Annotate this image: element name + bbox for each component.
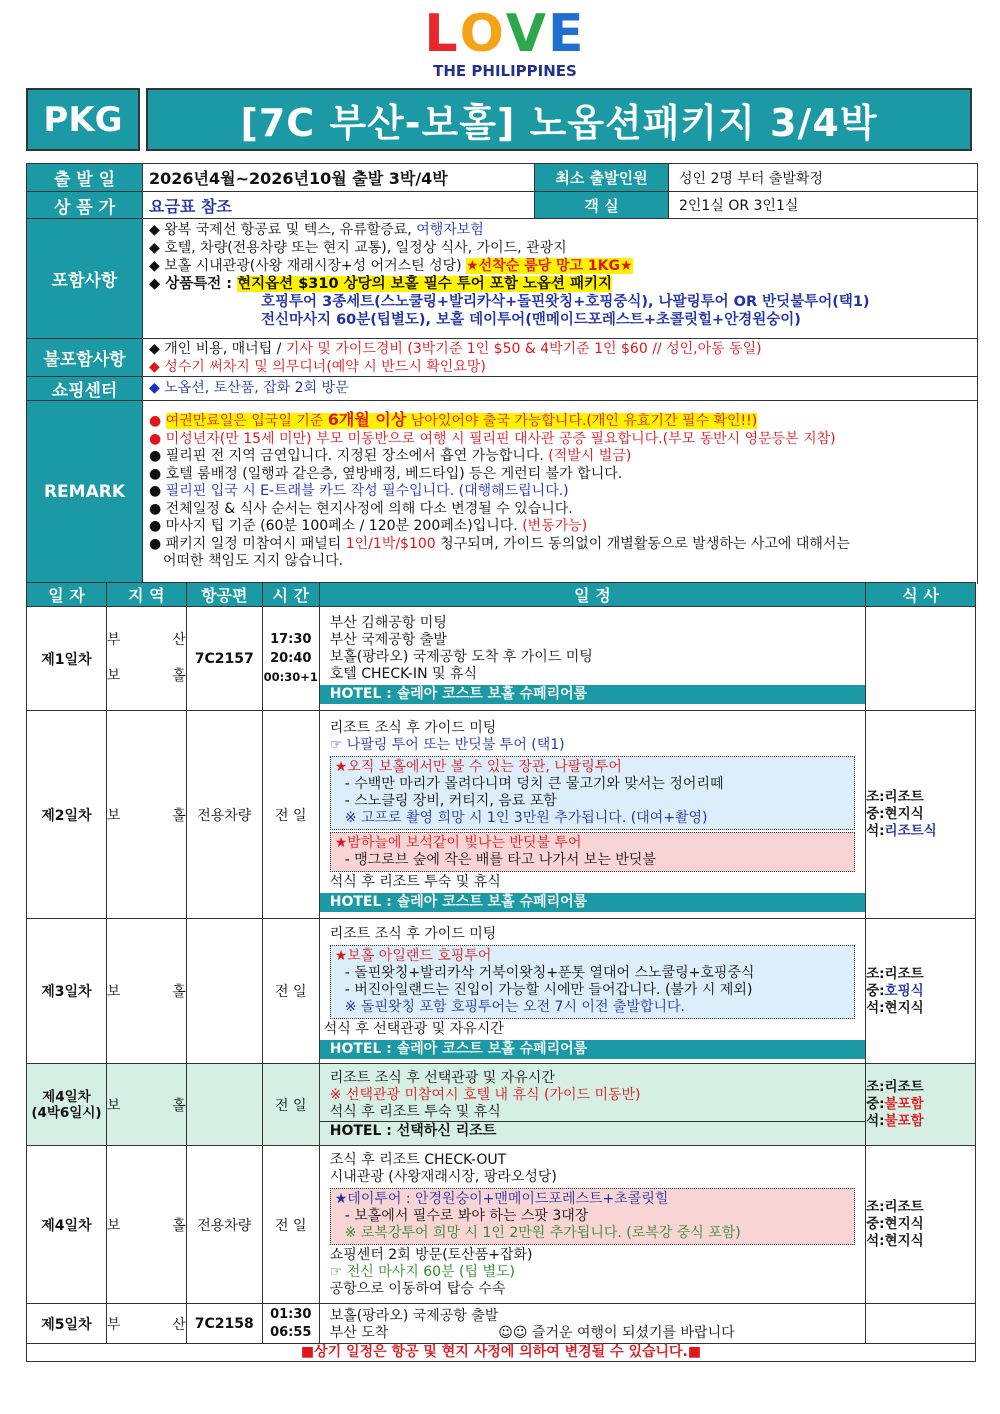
remark-item: ● 호텔 룸배정 (일행과 같은층, 옆방배정, 베드타입) 등은 게런티 불가 합니다. bbox=[149, 465, 623, 482]
table-row bbox=[27, 1304, 976, 1344]
love-philippines-logo bbox=[405, 4, 605, 84]
include-item: 전신마사지 60분(팁별도), 보홀 데이투어(맨메이드포레스트+초콜릿힐+안경원숭이) bbox=[261, 312, 801, 328]
special-benefit: 현지옵션 $310 상당의 보홀 필수 투어 포함 노옵션 패키지 bbox=[237, 276, 613, 292]
hotel-bar: HOTEL : 솔레아 코스트 보홀 슈페리어룸 bbox=[320, 685, 865, 704]
price-label: 상 품 가 bbox=[27, 192, 143, 218]
include-text: ◆ 보홀 시내관광(사왕 재래시장+성 어거스틴 성당) bbox=[149, 258, 467, 274]
include-row bbox=[27, 219, 977, 339]
depart-label: 출 발 일 bbox=[27, 164, 143, 191]
itinerary-cell: 리조트 조식 후 가이드 미팅 ☞ 나팔링 투어 또는 반딧불 투어 (택1) ★오직 보홀에서만 볼 수 있는 장관, 나팔링투어 - 수백만 마리가 몰려다니며 덩치 큰 물고기와 맞서는 정어리떼 - 스노클링 장비, 커티지, 음료 포함 ※ 고프로 촬영 희망 시 1인 3만원 추가됩니다. (대여+촬영) ★밤하늘에 보석같이 빛나는 반딧불 투어 - 맹그로브 숲에 작은 배를 타고 나가서 보는 반딧불 석식 후 리조트 투숙 및 휴식 HOTEL : 솔레아 코스트 보홀 슈페리어룸 bbox=[319, 711, 865, 919]
itinerary-cell: 리조트 조식 후 가이드 미팅 ★보홀 아일랜드 호핑투어 - 돌핀왓칭+발리카삭 거북이왓칭+푼톳 열대어 스노쿨링+호핑중식 - 버진아일랜드는 진입이 가능할 시에만 들어갑니다. (불가 시 제외) ※ 돌핀왓칭 포함 호핑투어는 오전 7시 이전 출발합니다. 석식 후 선택관광 및 자유시간 HOTEL : 솔레아 코스트 보홀 슈페리어룸 bbox=[319, 919, 865, 1064]
remark-label: REMARK bbox=[27, 401, 143, 583]
hotel-bar: HOTEL : 선택하신 리조트 bbox=[320, 1121, 865, 1141]
daytour-box: ★데이투어 : 안경원숭이+맨메이드포레스트+초콜릿힐 - 보홀에서 필수로 봐야 하는 스팟 3대장 ※ 로복강투어 희망 시 1인 2만원 추가됩니다. (로복강 중식 포함) bbox=[330, 1188, 855, 1245]
region-cell: 보 홀 bbox=[106, 1146, 186, 1304]
flight-cell: 전용차량 bbox=[186, 711, 262, 919]
exclude-item bbox=[149, 340, 762, 358]
flight-cell: 7C2158 bbox=[186, 1304, 262, 1344]
include-label: 포함사항 bbox=[27, 219, 143, 338]
col-itinerary: 일 정 bbox=[319, 583, 865, 607]
col-flight: 항공편 bbox=[186, 583, 262, 607]
exclude-item: ◆ 성수기 써차지 및 의무디너(예약 시 반드시 확인요망) bbox=[149, 359, 486, 375]
depart-value: 2026년4월~2026년10월 출발 3박/4박 bbox=[149, 169, 448, 188]
region-cell: 보 홀 bbox=[106, 919, 186, 1064]
shopping-value bbox=[149, 379, 349, 397]
meal-cell bbox=[866, 1304, 976, 1344]
remark-item: ● 마사지 팁 기준 (60분 100페소 / 120분 200페소)입니다. (변동가능) bbox=[149, 518, 588, 534]
exclude-list bbox=[149, 340, 762, 376]
firefly-box: ★밤하늘에 보석같이 빛나는 반딧불 투어 - 맹그로브 숲에 작은 배를 타고 나가서 보는 반딧불 bbox=[330, 832, 855, 872]
col-region: 지 역 bbox=[106, 583, 186, 607]
include-text: ◆ 상품특전 : bbox=[149, 276, 238, 292]
schedule-table bbox=[26, 582, 976, 1344]
remark-item: ● 미성년자(만 15세 미만) 부모 미동반으로 여행 시 필리핀 대사관 공증 필요합니다.(부모 동반시 영문등본 지참) bbox=[149, 430, 836, 447]
meal-cell: 조:리조트 중:현지식 석:리조트식 bbox=[866, 711, 976, 919]
table-row bbox=[27, 919, 976, 1064]
include-item bbox=[149, 257, 870, 275]
room-label: 객 실 bbox=[534, 192, 669, 218]
table-row bbox=[27, 1064, 976, 1146]
remark-row bbox=[27, 401, 977, 583]
time-cell: 전 일 bbox=[262, 1064, 319, 1146]
region-cell: 부 산 보 홀 bbox=[106, 607, 186, 711]
hopping-box: ★보홀 아일랜드 호핑투어 - 돌핀왓칭+발리카삭 거북이왓칭+푼톳 열대어 스노쿨링+호핑중식 - 버진아일랜드는 진입이 가능할 시에만 들어갑니다. (불가 시 제외) ※ 돌핀왓칭 포함 호핑투어는 오전 7시 이전 출발합니다. bbox=[330, 945, 855, 1019]
itinerary-cell: 리조트 조식 후 선택관광 및 자유시간 ※ 선택관광 미참여시 호텔 내 휴식 (가이드 미동반) 석식 후 리조트 투숙 및 휴식 HOTEL : 선택하신 리조트 bbox=[319, 1064, 865, 1146]
price-row bbox=[27, 192, 977, 219]
region-cell: 보 홀 bbox=[106, 711, 186, 919]
day-cell: 제3일차 bbox=[27, 919, 107, 1064]
info-grid bbox=[26, 163, 978, 584]
depart-row bbox=[27, 164, 977, 192]
include-item: ◆ 호텔, 차량(전용차량 또는 현지 교통), 일정상 식사, 가이드, 관광지 bbox=[149, 240, 567, 256]
table-row bbox=[27, 711, 976, 919]
remark-list bbox=[149, 411, 850, 571]
remark-item: ● 전체일정 & 식사 순서는 현지사정에 의해 다소 변경될 수 있습니다. bbox=[149, 500, 573, 517]
flight-cell: 전용차량 bbox=[186, 1146, 262, 1304]
meal-cell: 조:리조트 중:현지식 석:현지식 bbox=[866, 1146, 976, 1304]
napaling-box: ★오직 보홀에서만 볼 수 있는 장관, 나팔링투어 - 수백만 마리가 몰려다니며 덩치 큰 물고기와 맞서는 정어리떼 - 스노클링 장비, 커티지, 음료 포함 ※ 고프로 촬영 희망 시 1인 3만원 추가됩니다. (대여+촬영) bbox=[330, 756, 855, 830]
day-cell: 제5일차 bbox=[27, 1304, 107, 1344]
include-item bbox=[149, 221, 870, 239]
time-cell: 17:30 20:40 00:30+1 bbox=[262, 607, 319, 711]
hotel-bar: HOTEL : 솔레아 코스트 보홀 슈페리어룸 bbox=[320, 893, 865, 912]
include-item: 호핑투어 3종세트(스노쿨링+발리카삭+돌핀왓칭+호핑중식), 나팔링투어 OR 반딧불투어(택1) bbox=[261, 294, 870, 310]
schedule-header-row bbox=[27, 583, 976, 607]
shopping-text: 노옵션, 토산품, 잡화 2회 방문 bbox=[164, 380, 349, 396]
min-people-value: 성인 2명 부터 출발확정 bbox=[679, 170, 823, 187]
day-cell: 제2일차 bbox=[27, 711, 107, 919]
exclude-text: ◆ 개인 비용, 매너팁 / bbox=[149, 341, 286, 357]
mango-badge: ★선착순 룸당 망고 1KG★ bbox=[466, 258, 633, 274]
day-cell: 제4일차 (4박6일시) bbox=[27, 1064, 107, 1146]
region-cell: 보 홀 bbox=[106, 1064, 186, 1146]
remark-item: ● 여권만료일은 입국일 기준 6개월 이상 남아있어야 출국 가능합니다.(개인 유효기간 필수 확인!!) bbox=[149, 410, 758, 429]
pkg-badge: PKG bbox=[26, 88, 140, 151]
include-insurance: 여행자보험 bbox=[416, 222, 484, 238]
min-people-label: 최소 출발인원 bbox=[534, 164, 669, 191]
exclude-label: 불포함사항 bbox=[27, 339, 143, 376]
remark-item: ● 패키지 일정 미참여시 패널티 1인/1박/$100 청구되며, 가이드 동의없이 개별활동으로 발생하는 사고에 대해서는 bbox=[149, 535, 850, 552]
flight-cell: 7C2157 bbox=[186, 607, 262, 711]
meal-cell: 조:리조트 중:호핑식 석:현지식 bbox=[866, 919, 976, 1064]
day-cell: 제1일차 bbox=[27, 607, 107, 711]
meal-cell bbox=[866, 607, 976, 711]
region-cell: 부 산 bbox=[106, 1304, 186, 1344]
itinerary-cell: 조식 후 리조트 CHECK-OUT 시내관광 (사왕재래시장, 팡라오성당) ★데이투어 : 안경원숭이+맨메이드포레스트+초콜릿힐 - 보홀에서 필수로 봐야 하는 스팟 3대장 ※ 로복강투어 희망 시 1인 2만원 추가됩니다. (로복강 중식 포함) 쇼핑센터 2회 방문(토산품+잡화) ☞ 전신 마사지 60분 (팁 별도) 공항으로 이동하여 탑승 수속 bbox=[319, 1146, 865, 1304]
hotel-bar: HOTEL : 솔레아 코스트 보홀 슈페리어룸 bbox=[320, 1040, 865, 1059]
col-meal: 식 사 bbox=[866, 583, 976, 607]
time-cell: 전 일 bbox=[262, 919, 319, 1064]
include-item bbox=[149, 275, 870, 293]
shopping-row bbox=[27, 377, 977, 401]
time-cell: 전 일 bbox=[262, 711, 319, 919]
logo-word: LOVE bbox=[424, 4, 586, 64]
day-cell: 제4일차 bbox=[27, 1146, 107, 1304]
table-row bbox=[27, 607, 976, 711]
footer-notice: ■상기 일정은 항공 및 현지 사정에 의하여 변경될 수 있습니다.■ bbox=[26, 1343, 976, 1362]
guide-fee: 기사 및 가이드경비 (3박기준 1인 $50 & 4박기준 1인 $60 // 성인,아동 동일) bbox=[285, 341, 762, 357]
remark-item: ● 필리핀 전 지역 금연입니다. 지정된 장소에서 흡연 가능합니다. (적발시 벌금) bbox=[149, 448, 632, 464]
col-day: 일 자 bbox=[27, 583, 107, 607]
time-cell: 전 일 bbox=[262, 1146, 319, 1304]
itinerary-cell: 보홀(팡라오) 국제공항 출발 부산 도착 ☺☺ 즐거운 여행이 되셨기를 바랍니다 bbox=[319, 1304, 865, 1344]
price-value: 요금표 참조 bbox=[149, 196, 232, 216]
col-time: 시 간 bbox=[262, 583, 319, 607]
flight-cell bbox=[186, 1064, 262, 1146]
shopping-label: 쇼핑센터 bbox=[27, 377, 143, 400]
include-list bbox=[149, 221, 870, 329]
include-text: ◆ 왕복 국제선 항공료 및 텍스, 유류할증료, bbox=[149, 222, 417, 238]
logo-subtitle: THE PHILIPPINES bbox=[433, 62, 577, 80]
remark-item: 어떠한 책임도 지지 않습니다. bbox=[163, 553, 344, 569]
flight-cell bbox=[186, 919, 262, 1064]
shopping-bullet: ◆ bbox=[149, 380, 165, 396]
exclude-row bbox=[27, 339, 977, 377]
remark-item: ● 필리핀 입국 시 E-트래블 카드 작성 필수입니다. (대행해드립니다.) bbox=[149, 483, 569, 499]
page-title: [7C 부산-보홀] 노옵션패키지 3/4박 bbox=[146, 88, 972, 151]
room-value: 2인1실 OR 3인1실 bbox=[679, 198, 799, 214]
time-cell: 01:30 06:55 bbox=[262, 1304, 319, 1344]
table-row bbox=[27, 1146, 976, 1304]
itinerary-cell: 부산 김해공항 미팅 부산 국제공항 출발 보홀(팡라오) 국제공항 도착 후 가이드 미팅 호텔 CHECK-IN 및 휴식 HOTEL : 솔레아 코스트 보홀 슈페리어룸 bbox=[319, 607, 865, 711]
meal-cell: 조:리조트 중:불포함 석:불포함 bbox=[866, 1064, 976, 1146]
